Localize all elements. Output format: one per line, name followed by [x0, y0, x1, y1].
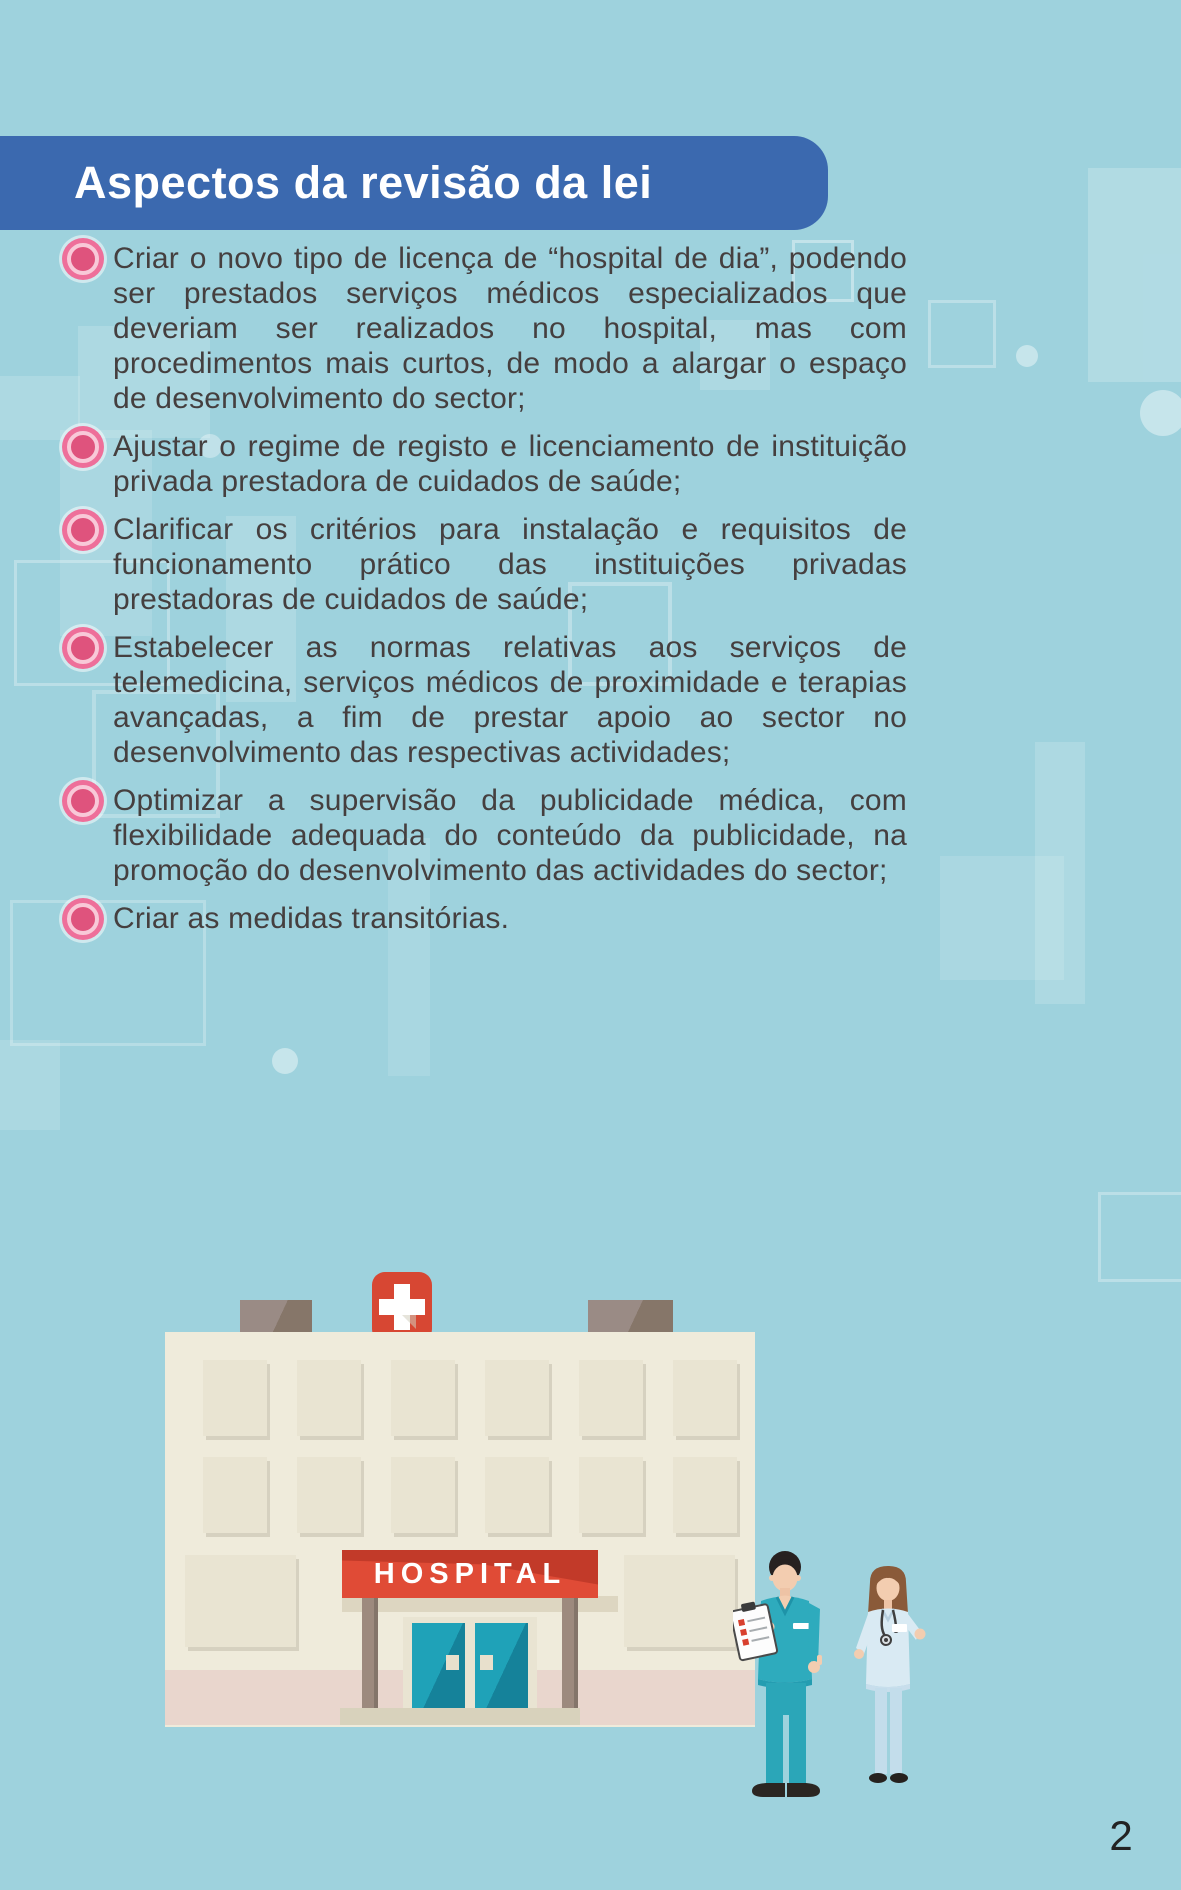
bullet-text: Criar as medidas transitórias.	[113, 902, 510, 935]
bullet-text: Clarificar os critérios para instalação e requisitos de funcionamento prático das instituições privadas prestadoras de cuidados de saúde;	[113, 513, 907, 616]
hospital-sign-text: HOSPITAL	[373, 1557, 567, 1590]
bg-decor-shape	[1088, 168, 1181, 382]
window	[673, 1360, 737, 1436]
bullet-text: Ajustar o regime de registo e licenciamento de instituição privada prestadora de cuidados de saúde;	[113, 430, 907, 498]
bullet-item	[61, 901, 921, 936]
bullet-list	[61, 241, 921, 949]
window	[203, 1457, 267, 1533]
bullet-dot-icon	[67, 431, 99, 463]
window	[673, 1457, 737, 1533]
window	[485, 1457, 549, 1533]
window	[579, 1360, 643, 1436]
page-title: Aspectos da revisão da lei	[74, 157, 653, 208]
title-banner	[0, 136, 828, 230]
canopy-post	[362, 1598, 378, 1708]
door-handle	[480, 1655, 493, 1670]
door-right	[475, 1623, 528, 1708]
roof-vent	[588, 1300, 673, 1332]
bg-decor-shape	[1098, 1192, 1181, 1282]
bullet-text: Criar o novo tipo de licença de “hospital de dia”, podendo ser prestados serviços médicos especializados que deveriam ser realizados no hospital, mas com procedimentos mais curtos, de modo a alargar o espaço de desenvolvimento do sector;	[113, 242, 907, 415]
nurse-figure	[842, 1562, 934, 1802]
bullet-text: Estabelecer as normas relativas aos serviços de telemedicina, serviços médicos de proximidade e terapias avançadas, a fim de prestar apoio ao sector no desenvolvimento das respectivas actividades;	[113, 631, 907, 769]
bullet-dot-icon	[67, 514, 99, 546]
window	[297, 1457, 361, 1533]
bullet-dot-icon	[67, 632, 99, 664]
bullet-item	[61, 429, 921, 499]
bg-decor-shape	[940, 856, 1064, 980]
door-handle	[446, 1655, 459, 1670]
page-number: 2	[1109, 1812, 1133, 1859]
bullet-text: Optimizar a supervisão da publicidade médica, com flexibilidade adequada do conteúdo da publicidade, na promoção do desenvolvimento das actividades do sector;	[113, 784, 907, 887]
window-wide	[624, 1555, 735, 1647]
bg-decor-shape	[0, 1040, 60, 1130]
hospital-sign	[342, 1550, 598, 1598]
window	[485, 1360, 549, 1436]
bg-decor-shape	[1140, 390, 1181, 436]
door-left	[412, 1623, 465, 1708]
doctor-figure	[733, 1545, 833, 1801]
bullet-dot-icon	[67, 243, 99, 275]
bullet-dot-icon	[67, 903, 99, 935]
bg-decor-shape	[928, 300, 996, 368]
bg-decor-shape	[1016, 345, 1038, 367]
bg-decor-shape	[272, 1048, 298, 1074]
window	[579, 1457, 643, 1533]
window	[203, 1360, 267, 1436]
roof-vent	[240, 1300, 312, 1332]
hospital-building	[165, 1332, 755, 1727]
window	[391, 1360, 455, 1436]
bullet-dot-icon	[67, 785, 99, 817]
canopy-post	[562, 1598, 578, 1708]
bullet-item	[61, 512, 921, 617]
hospital-illustration	[165, 1272, 935, 1812]
bullet-item	[61, 241, 921, 416]
entrance-step	[340, 1708, 580, 1725]
window-wide	[185, 1555, 296, 1647]
entrance-doors	[403, 1617, 537, 1708]
window	[297, 1360, 361, 1436]
window	[391, 1457, 455, 1533]
bullet-item	[61, 783, 921, 888]
bullet-item	[61, 630, 921, 770]
